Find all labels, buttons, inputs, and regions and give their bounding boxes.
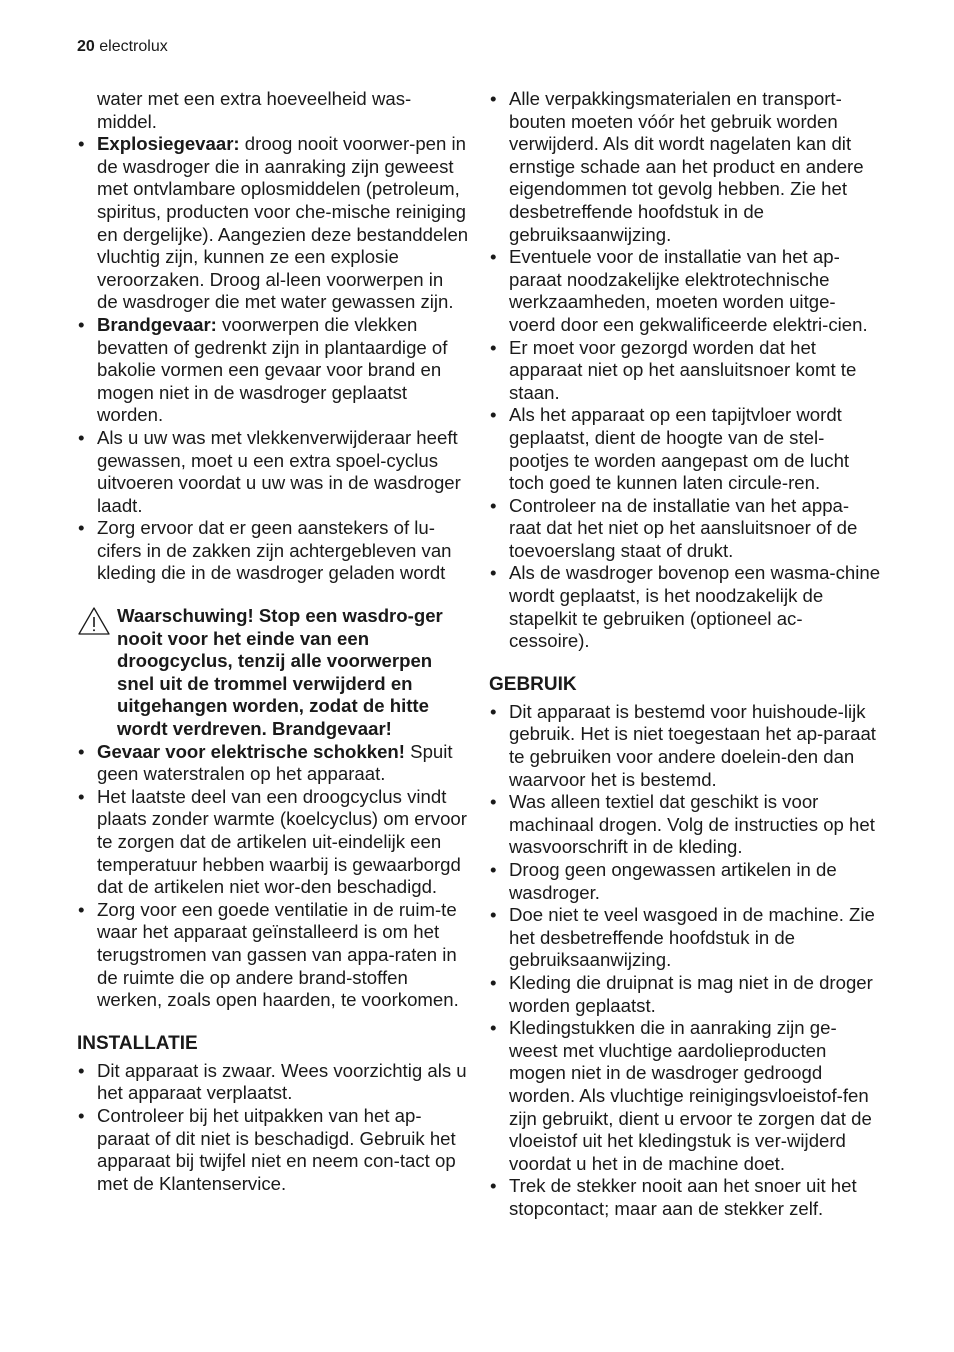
safety-list-b: [77, 741, 469, 1012]
list-item: • Dit apparaat is zwaar. Wees voorzichtig als u het apparaat verplaatst.: [77, 1060, 469, 1105]
list-item: • Was alleen textiel dat geschikt is voor machinaal drogen. Volg de instructies op het wasvoorschrift in de kleding.: [489, 791, 881, 859]
warning-text: Waarschuwing! Stop een wasdro-ger nooit voor het einde van een droogcyclus, tenzij alle voorwerpen snel uit de trommel verwijderd en uitgehangen worden, zodat de hitte wordt verdreven. Brandgevaar!: [117, 605, 443, 740]
list-item: • Alle verpakkingsmaterialen en transport-bouten moeten vóór het gebruik worden verwijderd. Als dit wordt nagelaten kan dit ernstige schade aan het product en andere eigendommen tot gevolg hebben. Zie het desbetreffende hoofdstuk in de gebruiksaanwijzing.: [489, 88, 881, 246]
right-column: [489, 88, 881, 1221]
list-item: • Explosiegevaar: droog nooit voorwer-pen in de wasdroger die in aanraking zijn geweest met ontvlambare oplosmiddelen (petroleum, spiritus, producten voor che-mische reiniging en dergelijke). Aangezien deze bestanddelen vluchtig zijn, kunnen ze een explosie veroorzaken. Droog al-leen voorwerpen in de wasdroger die met water gewassen zijn.: [77, 133, 469, 314]
list-item: • Kleding die druipnat is mag niet in de droger worden geplaatst.: [489, 972, 881, 1017]
warning-note: [77, 605, 469, 741]
brand-name: electrolux: [99, 38, 168, 55]
list-item: • Het laatste deel van een droogcyclus vindt plaats zonder warmte (koelcyclus) om ervoor te zorgen dat de artikelen uit-eindelijk een temperatuur hebben waarbij is gewaarborgd dat de artikelen niet wor-den beschadigd.: [77, 786, 469, 899]
list-item: • Controleer bij het uitpakken van het ap-paraat of dit niet is beschadigd. Gebruik het apparaat bij twijfel niet en neem con-tact op met de Klantenservice.: [77, 1105, 469, 1195]
list-item: • Als u uw was met vlekkenverwijderaar heeft gewassen, moet u een extra spoel-cyclus uitvoeren voordat u uw was in de wasdroger laadt.: [77, 427, 469, 517]
list-item: • Gevaar voor elektrische schokken! Spuit geen waterstralen op het apparaat.: [77, 741, 469, 786]
list-item: • Als de wasdroger bovenop een wasma-chine wordt geplaatst, is het noodzakelijk de stapelkit te gebruiken (optioneel ac-cessoire).: [489, 562, 881, 652]
left-column: [77, 88, 469, 1195]
list-item: • Droog geen ongewassen artikelen in de wasdroger.: [489, 859, 881, 904]
section-title-installatie: INSTALLATIE: [77, 1032, 198, 1054]
list-item: • Dit apparaat is bestemd voor huishoude-lijk gebruik. Het is niet toegestaan het ap-paraat te gebruiken voor andere doelein-den dan waarvoor het is bestemd.: [489, 701, 881, 791]
list-item: • Brandgevaar: voorwerpen die vlekken bevatten of gedrenkt zijn in plantaardige of bakolie vormen een gevaar voor brand en mogen niet in de wasdroger geplaatst worden.: [77, 314, 469, 427]
list-item: • Controleer na de installatie van het appa-raat dat het niet op het aansluitsnoer of de toevoerslang staat of drukt.: [489, 495, 881, 563]
list-item: • Eventuele voor de installatie van het ap-paraat noodzakelijke elektrotechnische werkzaamheden, moeten worden uitge-voerd door een gekwalificeerde elektri-cien.: [489, 246, 881, 336]
warning-triangle-icon: [77, 606, 111, 636]
continuation-text: water met een extra hoeveelheid was-middel.: [97, 88, 412, 132]
safety-list-a: [77, 133, 469, 585]
section-title-gebruik: GEBRUIK: [489, 673, 577, 695]
list-item: • Als het apparaat op een tapijtvloer wordt geplaatst, dient de hoogte van de stel-pootjes te worden aangepast om de lucht toch goed te kunnen laten circule-ren.: [489, 404, 881, 494]
gebruik-list: [489, 701, 881, 1221]
installatie-list-continued: [489, 88, 881, 653]
page-header: [77, 37, 168, 57]
installatie-list: [77, 1060, 469, 1196]
list-item: • Zorg voor een goede ventilatie in de ruim-te waar het apparaat geïnstalleerd is om het terugstromen van gassen van appa-raten in de ruimte die op andere brand-stoffen werken, zoals open haarden, te voorkomen.: [77, 899, 469, 1012]
list-item: • Zorg ervoor dat er geen aanstekers of lu-cifers in de zakken zijn achtergebleven van kleding die in de wasdroger geladen wordt: [77, 517, 469, 585]
list-item: • Kledingstukken die in aanraking zijn ge-weest met vluchtige aardolieproducten mogen niet in de wasdroger gedroogd worden. Als vluchtige reinigingsvloeistof-fen zijn gebruikt, dient u ervoor te zorgen dat de vloeistof uit het kledingstuk is ver-wijderd voordat u het in de machine doet.: [489, 1017, 881, 1175]
list-item: • Er moet voor gezorgd worden dat het apparaat niet op het aansluitsnoer komt te staan.: [489, 337, 881, 405]
page-number: 20: [77, 38, 95, 55]
list-item: • Trek de stekker nooit aan het snoer uit het stopcontact; maar aan de stekker zelf.: [489, 1175, 881, 1220]
list-item: • Doe niet te veel wasgoed in de machine. Zie het desbetreffende hoofdstuk in de gebruiksaanwijzing.: [489, 904, 881, 972]
